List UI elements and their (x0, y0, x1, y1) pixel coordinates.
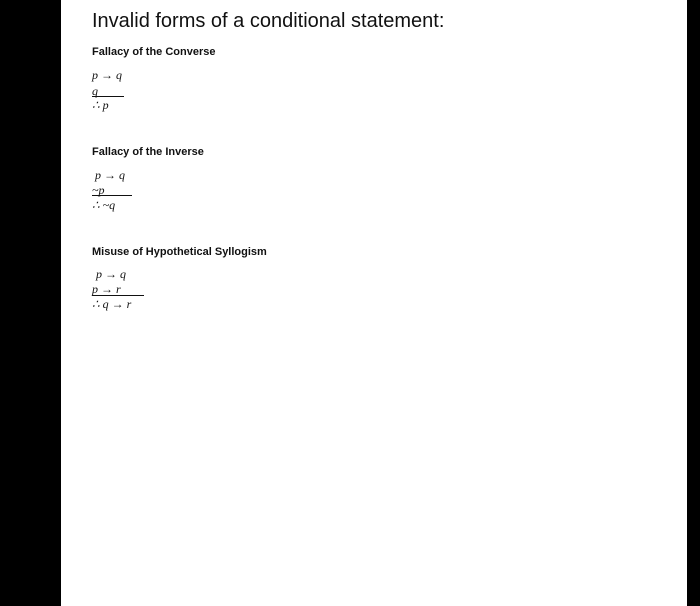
syllogism-conclusion: ∴ q → r (92, 297, 132, 311)
section-heading-converse: Fallacy of the Converse (92, 46, 216, 58)
syllogism-premise-2: p → r (92, 282, 121, 296)
converse-conclusion: ∴ p (92, 98, 109, 112)
inverse-premise-2: ~p (92, 183, 105, 197)
converse-conclusion-rule (92, 96, 124, 97)
section-heading-inverse: Fallacy of the Inverse (92, 146, 204, 158)
syllogism-premise-1: p → q (96, 267, 126, 281)
section-heading-hypothetical-syllogism: Misuse of Hypothetical Syllogism (92, 246, 267, 258)
inverse-conclusion-rule (92, 195, 132, 196)
document-page (61, 0, 687, 606)
page-title: Invalid forms of a conditional statement: (92, 10, 445, 32)
syllogism-conclusion-rule (92, 295, 144, 296)
inverse-conclusion: ∴ ~q (92, 198, 116, 212)
converse-premise-2: q (92, 84, 98, 98)
inverse-premise-1: p → q (95, 168, 125, 182)
converse-premise-1: p → q (92, 68, 122, 82)
